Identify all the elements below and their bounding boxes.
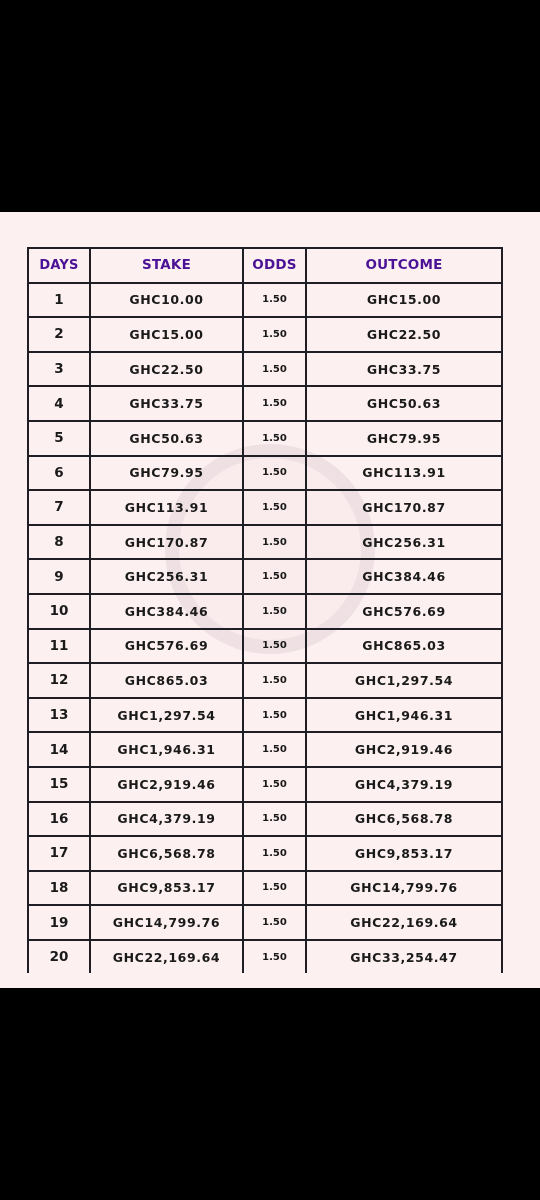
table-row — [28, 940, 502, 974]
outcome-cell: GHC33.75 — [306, 352, 502, 387]
stake-cell: GHC865.03 — [90, 663, 243, 698]
odds-cell: 1.50 — [243, 490, 306, 525]
table-row — [28, 490, 502, 525]
day-cell: 5 — [28, 421, 90, 456]
table-row — [28, 386, 502, 421]
day-cell: 8 — [28, 525, 90, 560]
bottom-black-bar — [0, 988, 540, 1200]
stake-cell: GHC22,169.64 — [90, 940, 243, 974]
table-row — [28, 767, 502, 802]
odds-cell: 1.50 — [243, 732, 306, 767]
odds-cell: 1.50 — [243, 698, 306, 733]
stake-cell: GHC10.00 — [90, 283, 243, 318]
outcome-cell: GHC33,254.47 — [306, 940, 502, 974]
odds-cell: 1.50 — [243, 663, 306, 698]
stake-cell: GHC384.46 — [90, 594, 243, 629]
table-row — [28, 629, 502, 664]
day-cell: 19 — [28, 905, 90, 940]
stake-cell: GHC15.00 — [90, 317, 243, 352]
outcome-cell: GHC6,568.78 — [306, 802, 502, 837]
stake-cell: GHC256.31 — [90, 559, 243, 594]
table-row — [28, 663, 502, 698]
table-row — [28, 698, 502, 733]
header-stake: STAKE — [90, 248, 243, 283]
table-body — [28, 283, 502, 974]
day-cell: 2 — [28, 317, 90, 352]
odds-cell: 1.50 — [243, 594, 306, 629]
header-outcome: OUTCOME — [306, 248, 502, 283]
table-row — [28, 352, 502, 387]
day-cell: 1 — [28, 283, 90, 318]
table-row — [28, 594, 502, 629]
stake-cell: GHC33.75 — [90, 386, 243, 421]
outcome-cell: GHC2,919.46 — [306, 732, 502, 767]
stake-cell: GHC113.91 — [90, 490, 243, 525]
outcome-cell: GHC865.03 — [306, 629, 502, 664]
odds-cell: 1.50 — [243, 767, 306, 802]
outcome-cell: GHC256.31 — [306, 525, 502, 560]
outcome-cell: GHC384.46 — [306, 559, 502, 594]
table-row — [28, 456, 502, 491]
outcome-cell: GHC79.95 — [306, 421, 502, 456]
odds-cell: 1.50 — [243, 905, 306, 940]
odds-cell: 1.50 — [243, 802, 306, 837]
odds-cell: 1.50 — [243, 871, 306, 906]
outcome-cell: GHC4,379.19 — [306, 767, 502, 802]
staking-plan-image — [0, 212, 540, 988]
stake-cell: GHC1,946.31 — [90, 732, 243, 767]
outcome-cell: GHC22,169.64 — [306, 905, 502, 940]
outcome-cell: GHC15.00 — [306, 283, 502, 318]
table-row — [28, 559, 502, 594]
outcome-cell: GHC1,946.31 — [306, 698, 502, 733]
day-cell: 7 — [28, 490, 90, 525]
day-cell: 17 — [28, 836, 90, 871]
stake-cell: GHC2,919.46 — [90, 767, 243, 802]
odds-cell: 1.50 — [243, 629, 306, 664]
stake-cell: GHC9,853.17 — [90, 871, 243, 906]
outcome-cell: GHC50.63 — [306, 386, 502, 421]
day-cell: 16 — [28, 802, 90, 837]
day-cell: 12 — [28, 663, 90, 698]
outcome-cell: GHC14,799.76 — [306, 871, 502, 906]
odds-cell: 1.50 — [243, 836, 306, 871]
table-row — [28, 283, 502, 318]
table-row — [28, 317, 502, 352]
table-row — [28, 871, 502, 906]
odds-cell: 1.50 — [243, 525, 306, 560]
day-cell: 18 — [28, 871, 90, 906]
outcome-cell: GHC22.50 — [306, 317, 502, 352]
odds-cell: 1.50 — [243, 352, 306, 387]
day-cell: 20 — [28, 940, 90, 974]
day-cell: 9 — [28, 559, 90, 594]
stake-cell: GHC14,799.76 — [90, 905, 243, 940]
header-odds: ODDS — [243, 248, 306, 283]
stake-cell: GHC79.95 — [90, 456, 243, 491]
outcome-cell: GHC113.91 — [306, 456, 502, 491]
stake-cell: GHC170.87 — [90, 525, 243, 560]
day-cell: 3 — [28, 352, 90, 387]
stake-cell: GHC576.69 — [90, 629, 243, 664]
table-row — [28, 732, 502, 767]
day-cell: 13 — [28, 698, 90, 733]
odds-cell: 1.50 — [243, 386, 306, 421]
table-row — [28, 421, 502, 456]
outcome-cell: GHC1,297.54 — [306, 663, 502, 698]
stake-cell: GHC1,297.54 — [90, 698, 243, 733]
odds-cell: 1.50 — [243, 456, 306, 491]
staking-plan-table — [27, 247, 503, 973]
day-cell: 11 — [28, 629, 90, 664]
day-cell: 15 — [28, 767, 90, 802]
day-cell: 14 — [28, 732, 90, 767]
outcome-cell: GHC576.69 — [306, 594, 502, 629]
stake-cell: GHC4,379.19 — [90, 802, 243, 837]
table-header-row — [28, 248, 502, 283]
stake-cell: GHC50.63 — [90, 421, 243, 456]
outcome-cell: GHC9,853.17 — [306, 836, 502, 871]
outcome-cell: GHC170.87 — [306, 490, 502, 525]
day-cell: 10 — [28, 594, 90, 629]
odds-cell: 1.50 — [243, 940, 306, 974]
odds-cell: 1.50 — [243, 283, 306, 318]
day-cell: 6 — [28, 456, 90, 491]
odds-cell: 1.50 — [243, 317, 306, 352]
table-row — [28, 836, 502, 871]
top-black-bar — [0, 0, 540, 212]
table-row — [28, 905, 502, 940]
stake-cell: GHC6,568.78 — [90, 836, 243, 871]
day-cell: 4 — [28, 386, 90, 421]
odds-cell: 1.50 — [243, 559, 306, 594]
stake-cell: GHC22.50 — [90, 352, 243, 387]
table-row — [28, 525, 502, 560]
table-row — [28, 802, 502, 837]
odds-cell: 1.50 — [243, 421, 306, 456]
header-days: DAYS — [28, 248, 90, 283]
